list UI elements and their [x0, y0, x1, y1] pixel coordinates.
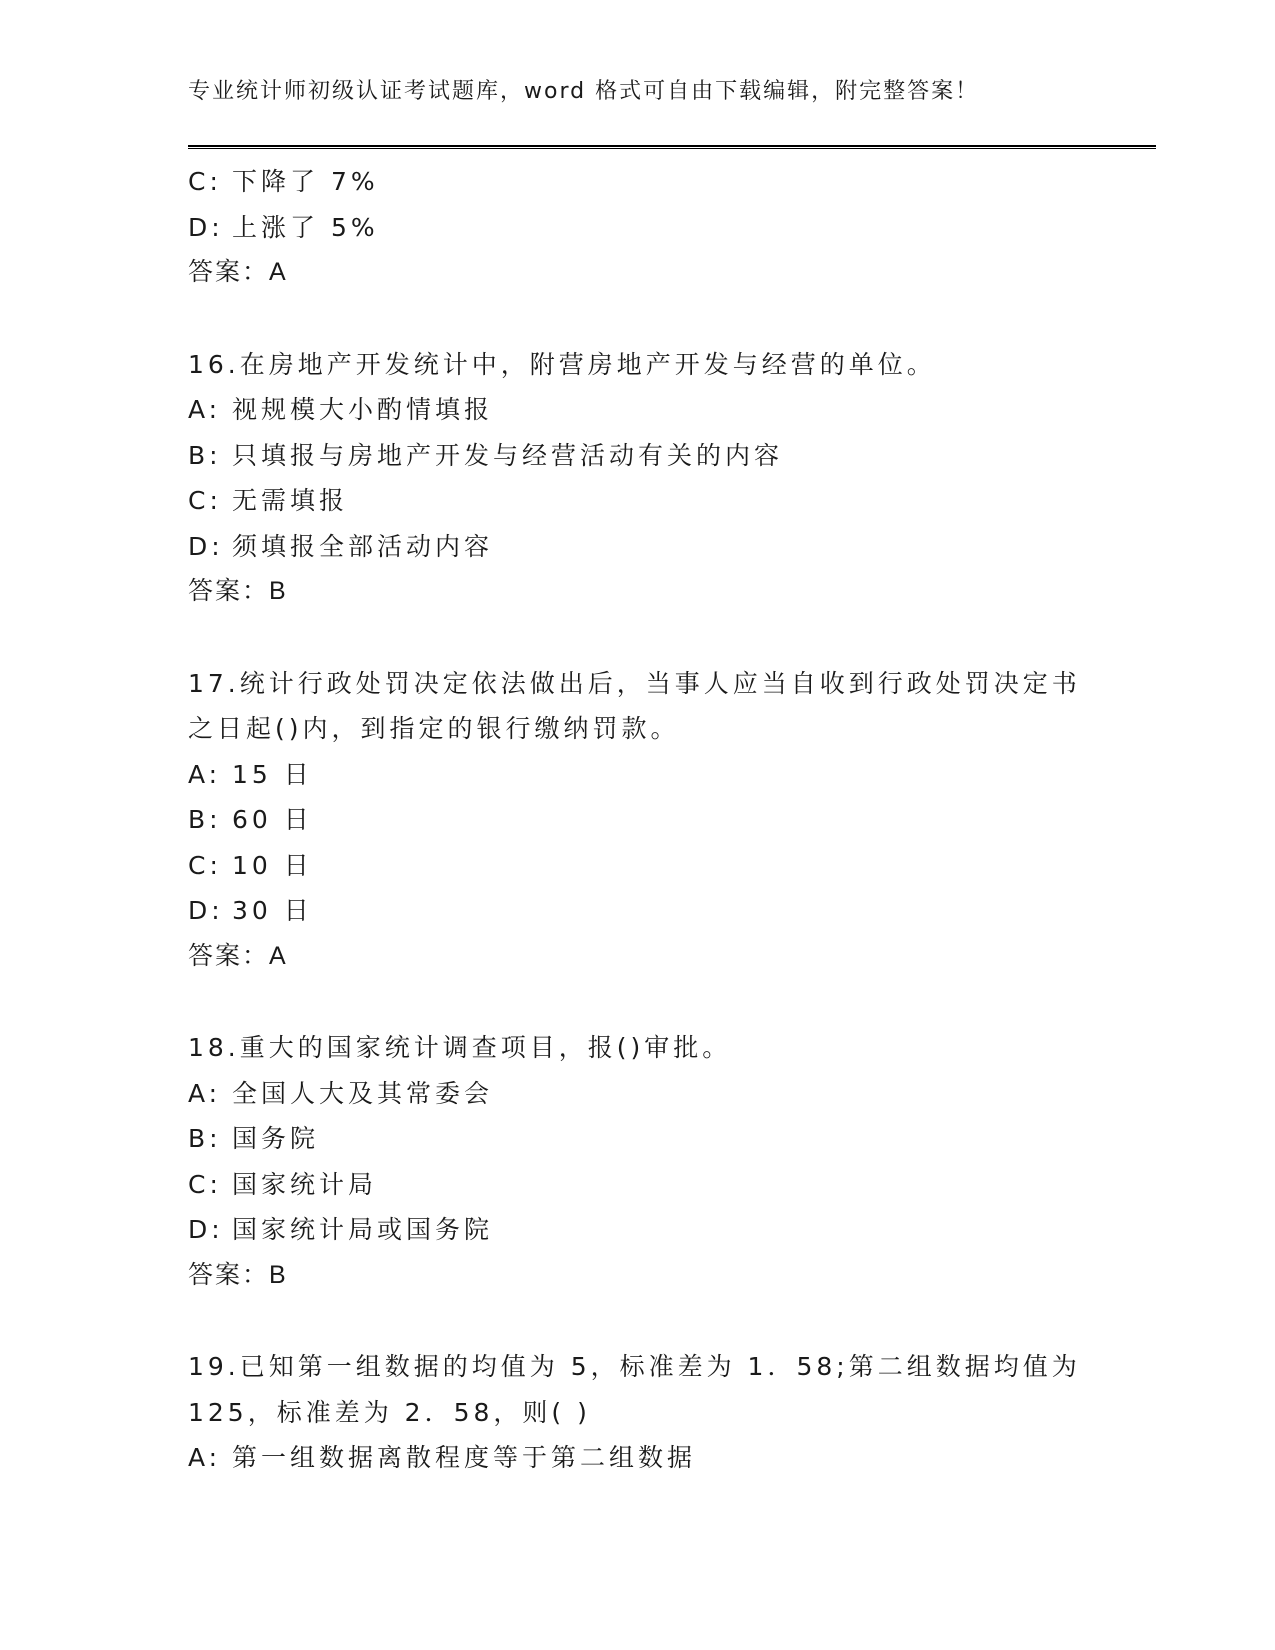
option-c: C: 10 日	[188, 850, 313, 880]
option-c: C: 国家统计局	[188, 1169, 378, 1199]
option-a: A: 15 日	[188, 759, 313, 789]
answer-value: B	[269, 1260, 288, 1289]
answer-value: A	[269, 258, 288, 286]
question-15-continuation	[188, 159, 1108, 296]
answer-line: 答案：A	[188, 258, 288, 286]
question-content	[188, 159, 1108, 1481]
option-d: D: 国家统计局或国务院	[188, 1215, 494, 1244]
option-a: A: 全国人大及其常委会	[188, 1078, 494, 1108]
answer-value: A	[269, 941, 288, 970]
option-c: C: 无需填报	[188, 486, 349, 515]
option-c: C: 下降了 7%	[188, 167, 379, 196]
option-b: B: 国务院	[188, 1124, 320, 1153]
question-text: 18.重大的国家统计调查项目，报()审批。	[188, 1033, 732, 1062]
option-d: D: 须填报全部活动内容	[188, 531, 494, 561]
question-text: 17.统计行政处罚决定依法做出后，当事人应当自收到行政处罚决定书 之日起()内，到指定的银行缴纳罚款。	[188, 668, 1081, 743]
question-text: 19.已知第一组数据的均值为 5，标准差为 1．58;第二组数据均值为 125，标准差为 2．58，则( )	[188, 1352, 1081, 1427]
question-17	[188, 661, 1108, 980]
answer-value: B	[269, 577, 288, 605]
question-16	[188, 342, 1108, 615]
question-text: 16.在房地产开发统计中，附营房地产开发与经营的单位。	[188, 349, 936, 379]
page-header: 专业统计师初级认证考试题库，word 格式可自由下载编辑，附完整答案！	[188, 79, 980, 104]
header-divider	[188, 145, 1156, 149]
answer-line: 答案：B	[188, 1260, 288, 1289]
question-19	[188, 1344, 1108, 1481]
option-d: D: 上涨了 5%	[188, 212, 379, 242]
answer-line: 答案：B	[188, 577, 288, 605]
option-a: A: 视规模大小酌情填报	[188, 395, 494, 424]
option-b: B: 只填报与房地产开发与经营活动有关的内容	[188, 440, 784, 470]
option-a: A: 第一组数据离散程度等于第二组数据	[188, 1443, 697, 1472]
question-18	[188, 1025, 1108, 1298]
option-b: B: 60 日	[188, 805, 313, 834]
option-d: D: 30 日	[188, 896, 313, 925]
answer-line: 答案：A	[188, 941, 288, 970]
